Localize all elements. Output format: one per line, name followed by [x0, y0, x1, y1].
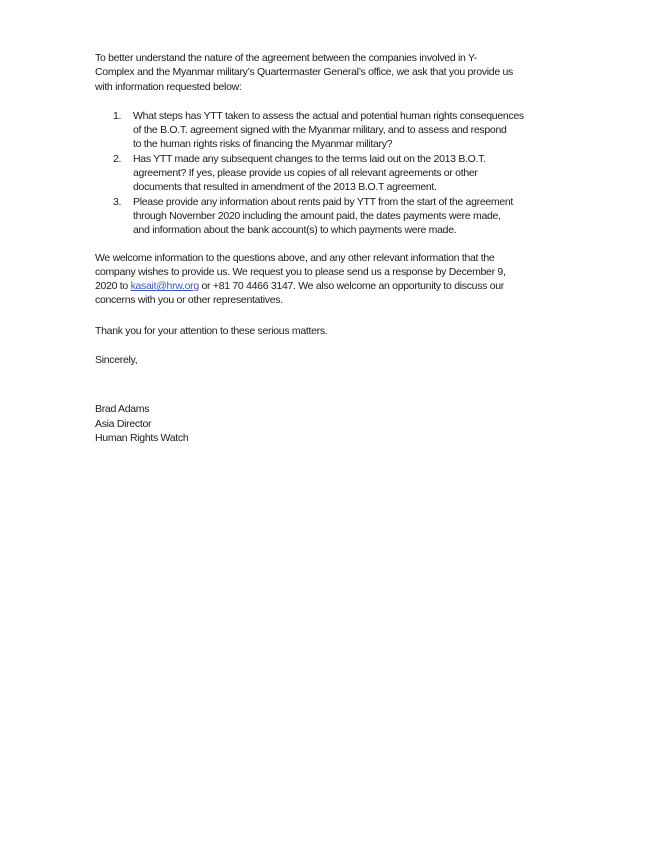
question-number: 1. [113, 109, 122, 122]
thanks-paragraph: Thank you for your attention to these serious matters. [95, 324, 328, 337]
text-line: with information requested below: [95, 80, 242, 93]
text-line: and information about the bank account(s) to which payments were made. [133, 224, 457, 237]
signature-organization: Human Rights Watch [95, 431, 189, 444]
text-line: Complex and the Myanmar military’s Quartermaster General’s office, we ask that you provide us [95, 66, 513, 79]
link-line-after: or +81 70 4466 3147. We also welcome an opportunity to discuss our [198, 280, 505, 293]
text-line: company wishes to provide us. We request you to please send us a response by December 9, [95, 265, 506, 278]
question-number: 3. [113, 195, 122, 208]
text-line: Please provide any information about rents paid by YTT from the start of the agreement [133, 195, 514, 208]
questions-list [95, 109, 555, 238]
signoff: Sincerely, [95, 354, 138, 367]
question-item [95, 109, 555, 152]
response-paragraph [95, 251, 555, 308]
link-line-before: 2020 to [95, 280, 131, 293]
question-item [95, 152, 555, 195]
question-number: 2. [113, 152, 122, 165]
email-link[interactable]: kasait@hrw.org [130, 280, 199, 293]
text-line: Has YTT made any subsequent changes to the terms laid out on the 2013 B.O.T. [133, 152, 486, 165]
text-line: To better understand the nature of the agreement between the companies involved in Y- [95, 52, 477, 64]
text-line [95, 279, 555, 293]
intro-paragraph [95, 51, 555, 94]
text-line: We welcome information to the questions above, and any other relevant information that the [95, 251, 495, 264]
question-item [95, 195, 555, 238]
text-line: What steps has YTT taken to assess the actual and potential human rights consequences [133, 109, 524, 122]
text-line: of the B.O.T. agreement signed with the Myanmar military, and to assess and respond [133, 124, 507, 137]
text-line: through November 2020 including the amount paid, the dates payments were made, [133, 209, 501, 222]
signature-title: Asia Director [95, 417, 152, 430]
text-line: documents that resulted in amendment of the 2013 B.O.T agreement. [133, 181, 437, 194]
signature-name: Brad Adams [95, 403, 150, 416]
signature-block [95, 402, 555, 445]
text-line: agreement? If yes, please provide us copies of all relevant agreements or other [133, 167, 478, 180]
text-line: concerns with you or other representatives. [95, 294, 283, 307]
text-line: to the human rights risks of financing the Myanmar military? [133, 138, 393, 151]
